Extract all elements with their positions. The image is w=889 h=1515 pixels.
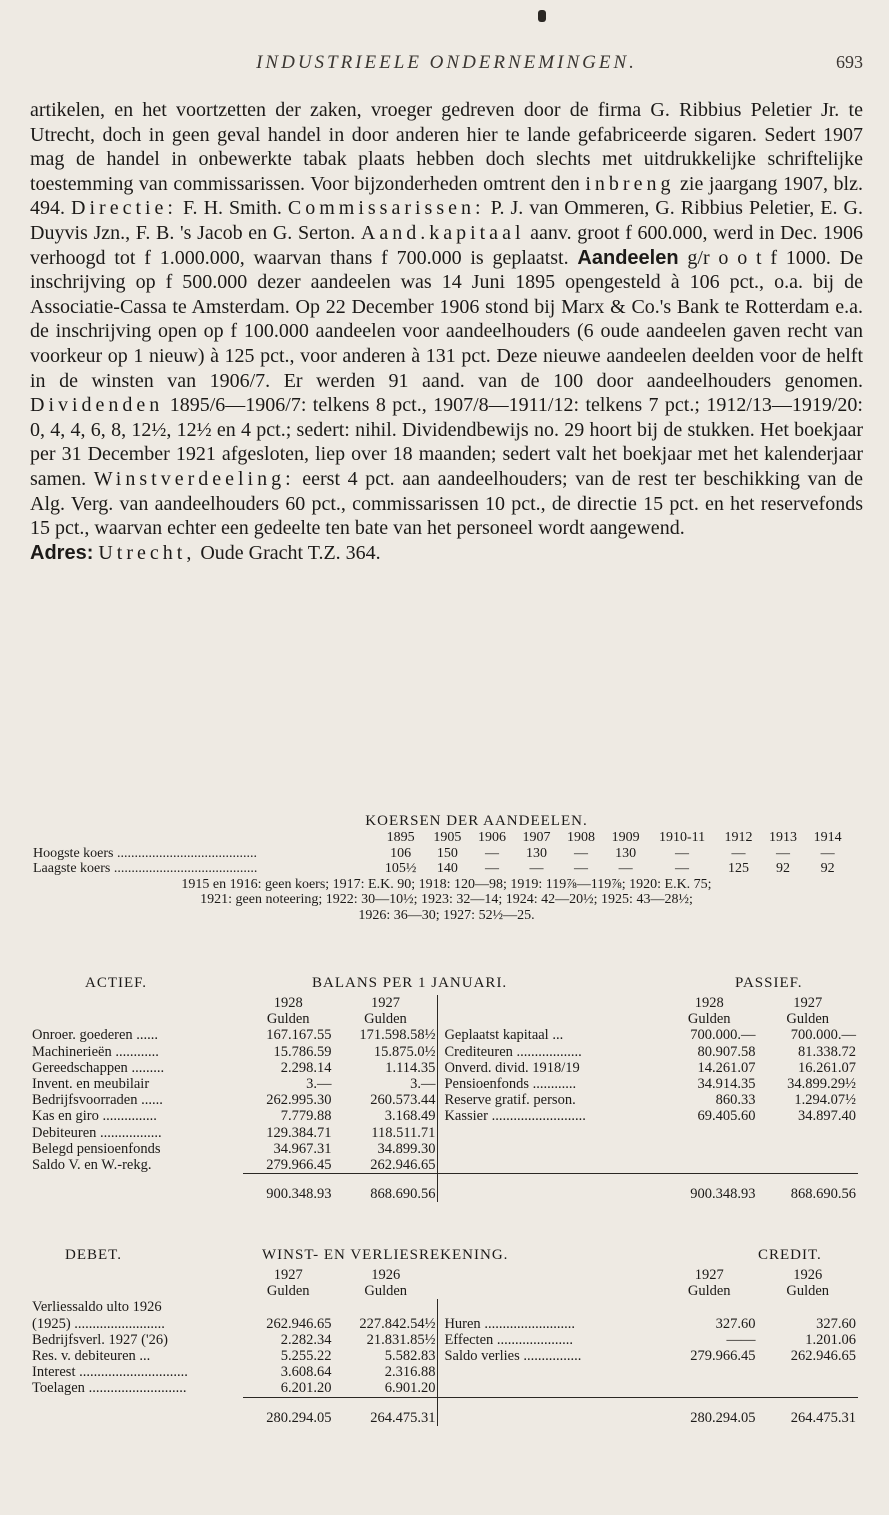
actief-label: Kas en giro (32, 1108, 99, 1125)
koers-cell: — (675, 845, 690, 861)
balans-unit-row (30, 1011, 858, 1027)
koersen-section (30, 813, 863, 924)
body-paragraph (30, 98, 863, 541)
table-row: Debiteuren ................. 129.384.71 118.511.71 (30, 1125, 858, 1141)
koers-cell: 92 (820, 861, 835, 876)
koers-cell: 106 (390, 845, 412, 861)
total-value: 264.475.31 (333, 1397, 438, 1426)
dividenden-label: Dividenden (30, 394, 164, 417)
page (30, 0, 863, 1515)
col-unit: Gulden (364, 1283, 408, 1300)
table-row: Onroer. goederen ...... 167.167.55 171.598.58½ Geplaatst kapitaal ... 700.000.— 700.000.— (32, 1027, 856, 1044)
actief-value: 279.966.45 (266, 1157, 332, 1174)
year-cell: 1912 (724, 830, 753, 845)
total-value: 280.294.05 (243, 1397, 333, 1426)
year-cell: 1908 (567, 830, 596, 845)
col-year: 1927 (273, 1267, 303, 1283)
debet-value: 2.282.34 (280, 1331, 332, 1348)
debet-value: 3.608.64 (280, 1364, 332, 1381)
col-unit: Gulden (786, 1283, 830, 1300)
adres-street: Oude Gracht T.Z. 364. (195, 541, 381, 564)
passief-value: 700.000.— (690, 1027, 756, 1044)
col-unit: Gulden (364, 1011, 407, 1028)
aandeelen-label: Aandeelen (577, 246, 679, 269)
table-row: Res. v. debiteuren ... 5.255.22 5.582.83 Saldo verlies ................ 279.966.45 262.946.65 (32, 1348, 856, 1365)
year-cell: 1909 (611, 830, 640, 845)
balans-center-head: BALANS PER 1 JANUARI. (312, 975, 508, 991)
winst-table (30, 1267, 858, 1426)
actief-value: 129.384.71 (266, 1124, 332, 1141)
actief-value: 262.946.65 (370, 1157, 436, 1174)
body-text-g: 1895/6—1906/7: telkens 8 pct., 1907/8—1911/12: telkens 7 pct.; 1912/13—1919/20: 0, 4, 4, 6, 8, 12½, 12½ en 4 pct.; sedert: nihil. Dividendbewijs no. 29 hoort bij de stukken. Het boekjaar per 31 December 1921 afgesloten, liep over 18 maanden; sedert valt het boekjaar met het kalenderjaar samen. (30, 394, 863, 490)
actief-value: 3.168.49 (384, 1108, 436, 1125)
table-row (30, 1299, 858, 1315)
winst-center-head: WINST- EN VERLIESREKENING. (262, 1247, 509, 1263)
passief-value: 16.261.07 (798, 1059, 856, 1076)
koers-cell: — (574, 861, 589, 876)
body-text-h: eerst 4 pct. aan aandeelhouders; van de rest ter beschikking van de Alg. Verg. van aandeelhouders 60 pct., commissarissen 10 pct., de directie 15 pct. en het reservefonds 15 pct., waarvan echter een gedeelte ten bate van het personeel wordt aangewend. (30, 467, 864, 540)
directie-label: Directie: (71, 197, 177, 220)
credit-value: 262.946.65 (790, 1348, 856, 1365)
koers-cell: 92 (776, 861, 791, 876)
passief-value: 80.907.58 (697, 1043, 756, 1060)
col-year: 1927 (370, 995, 400, 1011)
kapitaal-label: Aand.kapitaal (360, 221, 525, 244)
debet-value: 262.946.65 (266, 1315, 332, 1332)
credit-label: Saldo verlies (444, 1348, 520, 1365)
actief-value: 167.167.55 (266, 1027, 332, 1044)
passief-label: Pensioenfonds (444, 1076, 530, 1093)
table-row: Bedrijfsverl. 1927 ('26) 2.282.34 21.831.85½ Effecten ..................... —— 1.201.06 (32, 1331, 856, 1348)
col-year: 1926 (793, 1267, 823, 1283)
koers-cell: — (820, 845, 835, 861)
passief-label: Kassier (444, 1108, 488, 1125)
koers-cell: — (484, 861, 499, 876)
col-year: 1926 (371, 1267, 401, 1283)
table-row: Interest .............................. 3.608.64 2.316.88 (30, 1364, 858, 1380)
col-year: 1927 (793, 995, 823, 1011)
year-cell: 1906 (477, 830, 506, 845)
passief-value: 34.899.29½ (787, 1076, 856, 1093)
body-text-a: artikelen, en het voortzetten der zaken, vroeger gedreven door de firma G. Ribbius Peletier Jr. te Utrecht, doch in geen geval handel in door anderen hier te lande gefabriceerde sigaren. Sedert 1907 mag de handel in onbewerkte tabak plaats hebben doch slechts met uitdrukkelijke schriftelijke toestemming van commissarissen. Voor bijzonderheden omtrent den (30, 99, 863, 195)
body-text-d: P. J. van Ommeren, G. Ribbius Peletier, E. G. Duyvis Jzn., F. B. 's Jacob en G. Serton. (30, 197, 863, 244)
body-text-f: g/r o o t f 1000. De inschrijving op f 500.000 dezer aandeelen was 14 Juni 1895 opengesteld à 106 pct., o.a. bij de Associatie-Cassa te Amsterdam. Op 22 December 1906 stond bij Marx & Co.'s Bank te Rotterdam e.a. de inschrijving open op f 100.000 aandeelen voor aandeelhouders (6 oude aandeelen gaven recht van voorkeur op 1 nieuw) à 125 pct., voor anderen à 131 pct. Deze nieuwe aandeelen deelden voor de helft in de winsten van 1906/7. Er werden 91 aand. van de 100 door aandeelhouders genomen. (30, 246, 863, 392)
total-value: 900.348.93 (661, 1174, 757, 1203)
balans-section (30, 975, 863, 1202)
winst-unit-row (30, 1283, 858, 1299)
credit-value (757, 1299, 858, 1315)
debet-label: Verliessaldo ulto 1926 (32, 1299, 162, 1316)
debet-label: Toelagen (32, 1380, 85, 1397)
debet-value: 2.316.88 (384, 1364, 436, 1381)
table-row: Invent. en meubilair 3.— 3.— Pensioenfonds ............ 34.914.35 34.899.29½ (32, 1076, 856, 1093)
adres-line (30, 541, 863, 566)
body-text-b: zie jaargang 1907, blz. 494. (30, 172, 863, 220)
row-label: Laagste koers (33, 861, 111, 876)
koersen-note-2: 1921: geen noteering; 1922: 30—10½; 1923: 32—14; 1924: 42—20½; 1925: 43—28½; (200, 892, 693, 908)
col-year: 1928 (273, 995, 303, 1011)
actief-value: 2.298.14 (280, 1059, 332, 1076)
balans-heads (30, 975, 863, 995)
commissarissen-label: Commissarissen: (287, 197, 485, 220)
koersen-years-row (30, 830, 850, 846)
debet-value: 21.831.85½ (366, 1331, 436, 1348)
table-row: (1925) ......................... 262.946.65 227.842.54½ Huren ......................... 327.60 327.60 (32, 1315, 856, 1332)
credit-label: Effecten (444, 1331, 494, 1348)
year-cell: 1914 (813, 830, 842, 845)
koersen-table (30, 830, 850, 877)
table-row: Machinerieën ............ 15.786.59 15.875.0½ Crediteuren .................. 80.907.58 81.338.72 (32, 1043, 856, 1060)
koers-cell: — (529, 861, 544, 876)
actief-value: 262.995.30 (266, 1092, 332, 1109)
body-text-e: aanv. groot f 600.000, werd in Dec. 1906 verhoogd tot f 1.000.000, waarvan thans f 700.000 is geplaatst. (30, 221, 863, 269)
passief-label: Crediteuren (444, 1043, 513, 1060)
total-value: 868.690.56 (333, 1174, 438, 1203)
koers-cell: 150 (436, 845, 458, 861)
table-row: Gereedschappen ......... 2.298.14 1.114.35 Onverd. divid. 1918/19 14.261.07 16.261.07 (32, 1059, 856, 1076)
koers-cell: 125 (727, 861, 749, 876)
winst-left-head: DEBET. (65, 1247, 122, 1263)
col-unit: Gulden (786, 1011, 830, 1028)
koers-cell: 140 (436, 861, 458, 876)
table-row: Bedrijfsvoorraden ...... 262.995.30 260.573.44 Reserve gratif. person. 860.33 1.294.07½ (32, 1092, 856, 1109)
total-value: 264.475.31 (757, 1397, 858, 1426)
row-label: Hoogste koers (33, 845, 114, 861)
koersen-note-1: 1915 en 1916: geen koers; 1917: E.K. 90; 1918: 120—98; 1919: 119⅞—119⅞; 1920: E.K. 75; (181, 876, 712, 892)
credit-value: 327.60 (816, 1315, 856, 1332)
debet-label: Bedrijfsverl. 1927 ('26) (32, 1331, 168, 1348)
koers-cell: 130 (615, 845, 637, 861)
credit-value (661, 1299, 757, 1315)
balans-year-row (30, 995, 858, 1011)
body-text (30, 98, 863, 565)
debet-value (333, 1299, 438, 1315)
total-value: 868.690.56 (757, 1174, 858, 1203)
year-cell: 1895 (386, 830, 415, 845)
debet-label: (1925) (32, 1315, 71, 1332)
table-row (30, 1141, 858, 1157)
koers-cell: — (731, 845, 746, 861)
credit-value: 327.60 (715, 1315, 756, 1332)
year-cell: 1910-11 (658, 830, 706, 845)
page-number: 693 (836, 52, 863, 72)
koers-cell: — (574, 845, 589, 861)
koers-cell: — (484, 845, 499, 861)
actief-value: 34.967.31 (273, 1140, 332, 1157)
passief-value: 860.33 (715, 1092, 756, 1109)
actief-value: 34.899.30 (377, 1140, 436, 1157)
koers-cell: — (675, 861, 690, 876)
credit-value: 1.201.06 (805, 1331, 856, 1348)
ink-mark (538, 10, 546, 22)
debet-value: 5.582.83 (384, 1348, 436, 1365)
debet-value: 6.901.20 (384, 1380, 436, 1397)
actief-label: Bedrijfsvoorraden (32, 1092, 138, 1109)
inbreng-label: inbreng (585, 172, 675, 195)
koers-cell: 130 (526, 845, 547, 861)
actief-value: 15.786.59 (273, 1043, 332, 1060)
table-row: Toelagen ........................... 6.201.20 6.901.20 (30, 1380, 858, 1397)
actief-label: Onroer. goederen (32, 1027, 133, 1044)
actief-value: 3.— (410, 1076, 436, 1093)
winst-right-head: CREDIT. (758, 1247, 822, 1263)
table-row (30, 1157, 858, 1174)
debet-value: 6.201.20 (280, 1380, 332, 1397)
debet-value (243, 1299, 333, 1315)
passief-value: 81.338.72 (798, 1043, 856, 1060)
koers-cell: — (618, 861, 633, 876)
total-value: 900.348.93 (243, 1174, 333, 1203)
winst-heads (30, 1247, 863, 1267)
actief-label: Invent. en meubilair (32, 1076, 150, 1093)
koersen-row-laagste: Laagste koers ......................................... 105½ 140 — — — — — 125 92 92 (30, 861, 850, 877)
credit-value: 279.966.45 (690, 1348, 756, 1365)
actief-value: 15.875.0½ (373, 1043, 436, 1060)
col-year: 1927 (694, 1267, 724, 1283)
passief-value: 700.000.— (790, 1027, 856, 1044)
actief-label: Gereedschappen (32, 1059, 128, 1076)
passief-value: 1.294.07½ (794, 1092, 856, 1109)
balans-right-head: PASSIEF. (735, 975, 803, 991)
passief-label: Reserve gratif. person. (444, 1092, 576, 1109)
body-text-c: F. H. Smith. (177, 197, 288, 220)
actief-value: 1.114.35 (385, 1059, 436, 1076)
debet-value: 5.255.22 (280, 1348, 332, 1365)
credit-label: Huren (444, 1315, 481, 1332)
running-head (30, 52, 863, 82)
koersen-note-3: 1926: 36—30; 1927: 52½—25. (358, 908, 535, 924)
year-cell: 1905 (433, 830, 462, 845)
balans-totals-row (30, 1174, 858, 1203)
year-cell: 1907 (522, 830, 551, 845)
winstverdeeling-label: Winstverdeeling: (93, 467, 295, 490)
adres-city: Utrecht, (98, 541, 196, 564)
winst-section (30, 1247, 863, 1426)
actief-label: Debiteuren (32, 1124, 97, 1141)
passief-value: 34.914.35 (697, 1076, 756, 1093)
koersen-title: KOERSEN DER AANDEELEN. (365, 813, 588, 829)
debet-label: Res. v. debiteuren (32, 1348, 136, 1365)
table-row: Kas en giro ............... 7.779.88 3.168.49 Kassier .......................... 69.405.60 34.897.40 (32, 1108, 856, 1125)
passief-label: Geplaatst kapitaal (444, 1027, 549, 1044)
passief-value: 34.897.40 (798, 1108, 856, 1125)
total-value: 280.294.05 (661, 1397, 757, 1426)
actief-label: Machinerieën (32, 1043, 112, 1060)
running-head-title: INDUSTRIEELE ONDERNEMINGEN. (256, 52, 637, 73)
passief-value: 69.405.60 (697, 1108, 756, 1125)
year-cell: 1913 (769, 830, 798, 845)
winst-totals-row (30, 1397, 858, 1426)
actief-label: Belegd pensioenfonds (32, 1140, 161, 1157)
debet-label: Interest (32, 1364, 76, 1381)
koersen-row-hoogste: Hoogste koers ........................................ 106 150 — 130 — 130 — — — — (30, 846, 850, 862)
col-unit: Gulden (687, 1283, 731, 1300)
actief-value: 7.779.88 (280, 1108, 332, 1125)
koers-cell: — (776, 845, 791, 861)
balans-table (30, 995, 858, 1202)
credit-value: —— (726, 1331, 756, 1348)
actief-label: Saldo V. en W.-rekg. (32, 1157, 152, 1174)
col-unit: Gulden (266, 1011, 310, 1028)
koers-cell: 105½ (384, 861, 417, 876)
actief-value: 3.— (306, 1076, 332, 1093)
actief-value: 171.598.58½ (359, 1027, 436, 1044)
actief-value: 118.511.71 (371, 1124, 436, 1141)
adres-label: Adres: (30, 541, 94, 564)
passief-value: 14.261.07 (697, 1059, 756, 1076)
balans-left-head: ACTIEF. (85, 975, 148, 991)
col-unit: Gulden (687, 1011, 731, 1028)
actief-value: 260.573.44 (370, 1092, 436, 1109)
debet-value: 227.842.54½ (359, 1315, 436, 1332)
passief-label: Onverd. divid. 1918/19 (444, 1059, 580, 1076)
winst-year-row (30, 1267, 858, 1283)
col-year: 1928 (694, 995, 724, 1011)
col-unit: Gulden (266, 1283, 310, 1300)
